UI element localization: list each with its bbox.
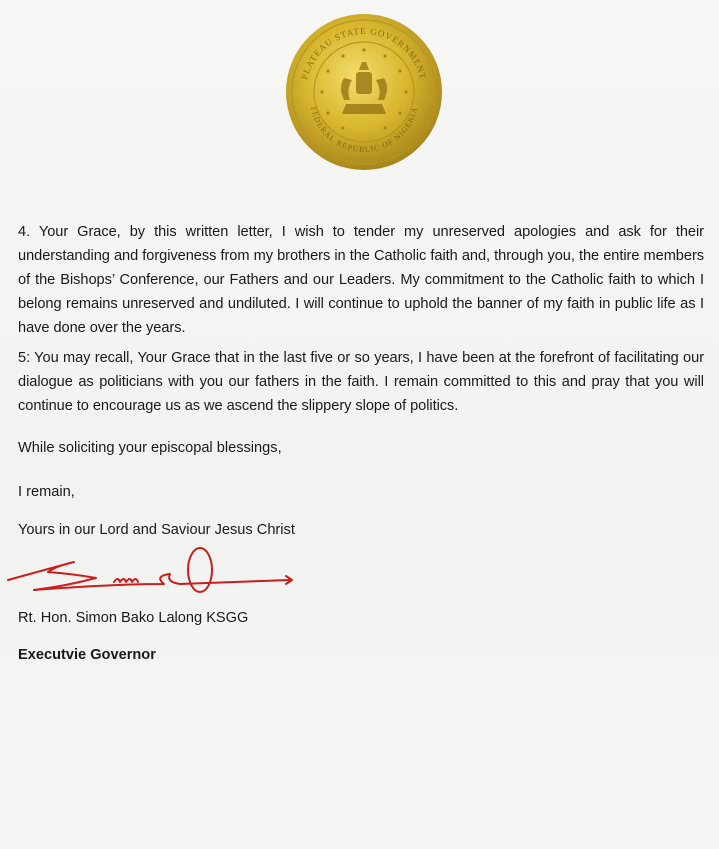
signature-icon	[4, 540, 294, 600]
seal-outer-text: PLATEAU STATE GOVERNMENT	[299, 25, 429, 81]
signer-name: Rt. Hon. Simon Bako Lalong KSGG	[18, 610, 249, 626]
signer-title: Executvie Governor	[18, 647, 156, 663]
closing-line: While soliciting your episcopal blessings,	[18, 440, 282, 456]
paragraph-5: 5: You may recall, Your Grace that in the last five or so years, I have been at the forefront of facilitating our dialogue as politicians with you our fathers in the faith. I remain committed to this and pray that you will continue to encourage us as we ascend the slippery slope of politics.	[18, 350, 704, 414]
paragraph-4: 4. Your Grace, by this written letter, I wish to tender my unreserved apologies and ask for their understanding and forgiveness from my brothers in the Catholic faith and, through you, the entire members of the Bishops’ Conference, our Fathers and our Leaders. My commitment to the Catholic faith to which I belong remains unreserved and undiluted. I will continue to uphold the banner of my faith in public life as I have done over the years.	[18, 224, 704, 336]
remain-line: I remain,	[18, 484, 75, 500]
seal-inner-text: FEDERAL REPUBLIC OF NIGERIA	[308, 105, 420, 155]
government-seal-icon	[284, 12, 444, 172]
valediction: Yours in our Lord and Saviour Jesus Christ	[18, 522, 295, 538]
